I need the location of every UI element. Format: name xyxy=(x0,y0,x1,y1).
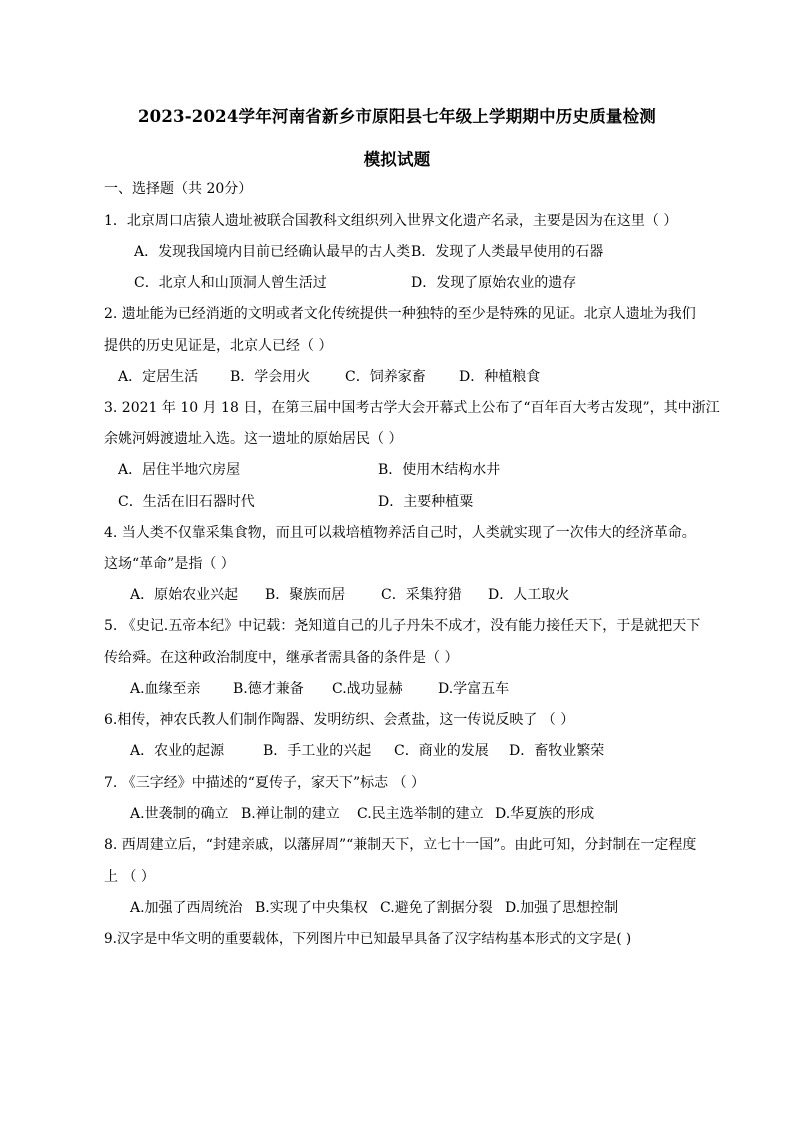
question-3-text-line2: 余姚河姆渡遗址入选。这一遗址的原始居民（ ） xyxy=(104,431,403,447)
question-2-option-b: B．学会用火 xyxy=(230,369,311,385)
question-1-text: 1．北京周口店猿人遗址被联合国教科文组织列入世界文化遗产名录，主要是因为在这里（ ） xyxy=(104,213,678,229)
question-5-option-b: B.德才兼备 xyxy=(233,681,304,697)
question-1-options-row-1 xyxy=(0,243,794,261)
question-3-options-row-2 xyxy=(0,493,794,511)
question-4-text-line2: 这场“革命”是指（ ） xyxy=(104,556,235,572)
question-3-text-line1: 3. 2021 年 10 月 18 日，在第三届中国考古学大会开幕式上公布了“百年百大考古发现”，其中浙江 xyxy=(104,400,720,416)
question-5-options xyxy=(0,680,794,698)
exam-title-line2: 模拟试题 xyxy=(363,150,431,169)
question-2-text-line1: 2. 遗址能为已经消逝的文明或者文化传统提供一种独特的至少是特殊的见证。北京人遗址为我们 xyxy=(104,306,696,322)
question-3-options-row-1 xyxy=(0,461,794,479)
question-6-option-d: D．畜牧业繁荣 xyxy=(509,743,605,759)
question-7-option-a: A.世袭制的确立 xyxy=(130,806,229,822)
question-8-option-d: D.加强了思想控制 xyxy=(505,900,619,916)
question-6-options xyxy=(0,742,794,760)
question-1-option-d: D．发现了原始农业的遗存 xyxy=(411,275,577,291)
question-3-option-c: C．生活在旧石器时代 xyxy=(118,494,255,510)
question-8-text-line1: 8. 西周建立后，“封建亲戚，以藩屏周”“兼制天下，立七十一国”。由此可知，分封制在一定程度 xyxy=(104,837,697,853)
question-3-option-d: D．主要种植粟 xyxy=(378,494,474,510)
question-6-text: 6.相传，神农氏教人们制作陶器、发明纺织、会煮盐，这一传说反映了 （ ） xyxy=(104,712,575,728)
question-4-option-d: D．人工取火 xyxy=(488,587,570,603)
question-5-text-line1: 5. 《史记.五帝本纪》中记载：尧知道自己的儿子丹朱不成才，没有能力接任天下，于是就把天下 xyxy=(104,618,701,634)
question-5-option-c: C.战功显赫 xyxy=(332,681,403,697)
question-7-option-d: D.华夏族的形成 xyxy=(495,806,595,822)
question-3-option-a: A．居住半地穴房屋 xyxy=(118,462,241,478)
question-2-text-line2: 提供的历史见证是，北京人已经（ ） xyxy=(104,338,333,354)
question-8-options xyxy=(0,899,794,917)
question-7-option-c: C.民主选举制的建立 xyxy=(357,806,484,822)
question-2-option-a: A．定居生活 xyxy=(118,369,199,385)
question-5-option-d: D.学富五车 xyxy=(438,681,510,697)
section-heading: 一、选择题（共 20分） xyxy=(104,181,253,197)
question-7-text: 7. 《三字经》中描述的“夏传子，家天下”标志 （ ） xyxy=(104,775,426,791)
question-4-option-a: A．原始农业兴起 xyxy=(130,587,239,603)
question-8-option-c: C.避免了割据分裂 xyxy=(380,900,493,916)
exam-title-line1: 2023-2024学年河南省新乡市原阳县七年级上学期期中历史质量检测 xyxy=(138,107,656,126)
question-6-option-a: A．农业的起源 xyxy=(130,743,225,759)
question-2-option-d: D．种植粮食 xyxy=(459,369,541,385)
question-1-option-b: B．发现了人类最早使用的石器 xyxy=(411,244,604,260)
question-3-option-b: B．使用木结构水井 xyxy=(378,462,501,478)
question-7-options xyxy=(0,805,794,823)
question-1-option-a: A．发现我国境内目前已经确认最早的古人类 xyxy=(134,244,411,260)
question-2-options xyxy=(0,368,794,386)
question-2-option-c: C．饲养家畜 xyxy=(345,369,426,385)
question-4-options xyxy=(0,586,794,604)
question-5-option-a: A.血缘至亲 xyxy=(130,681,201,697)
question-6-option-c: C．商业的发展 xyxy=(394,743,489,759)
question-9-text: 9.汉字是中华文明的重要载体，下列图片中已知最早具备了汉字结构基本形式的文字是( ) xyxy=(104,931,632,947)
question-5-text-line2: 传给舜。在这种政治制度中，继承者需具备的条件是（ ） xyxy=(104,650,459,666)
question-1-option-c: C．北京人和山顶洞人曾生活过 xyxy=(134,275,327,291)
question-6-option-b: B．手工业的兴起 xyxy=(263,743,372,759)
question-8-option-a: A.加强了西周统治 xyxy=(130,900,243,916)
question-4-option-c: C．采集狩猎 xyxy=(381,587,462,603)
question-7-option-b: B.禅让制的建立 xyxy=(241,806,340,822)
question-4-text-line1: 4. 当人类不仅靠采集食物，而且可以栽培植物养活自己时，人类就实现了一次伟大的经济革命。 xyxy=(104,525,696,541)
question-8-option-b: B.实现了中央集权 xyxy=(255,900,368,916)
question-8-text-line2: 上 （ ） xyxy=(104,869,155,885)
question-1-options-row-2 xyxy=(0,274,794,292)
question-4-option-b: B．聚族而居 xyxy=(265,587,346,603)
